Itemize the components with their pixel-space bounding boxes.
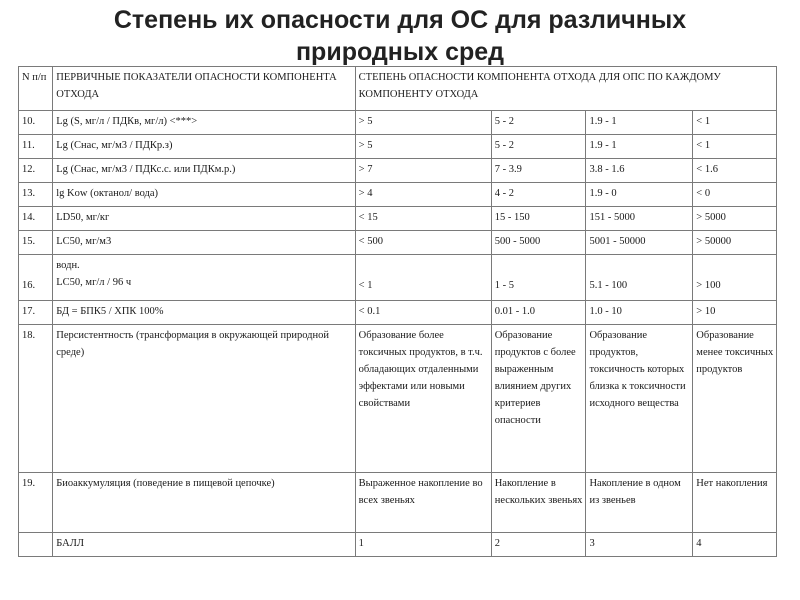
row-value-3: 1.9 - 1 xyxy=(586,111,693,135)
row-value-4 xyxy=(693,255,777,301)
table-header-row xyxy=(19,67,777,111)
page-title xyxy=(0,4,800,68)
score-row xyxy=(19,533,777,557)
row-num-text: 16. xyxy=(22,280,36,291)
row-indicator xyxy=(53,255,355,301)
row-value-3: 1.0 - 10 xyxy=(586,301,693,325)
row-value-1: > 7 xyxy=(355,159,491,183)
row-value-1: < 500 xyxy=(355,231,491,255)
row-num: 11. xyxy=(19,135,53,159)
row-num: 19. xyxy=(19,473,53,533)
row-indicator: Lg (S, мг/л / ПДКв, мг/л) <***> xyxy=(53,111,355,135)
table-row xyxy=(19,135,777,159)
row-indicator: БД = БПК5 / ХПК 100% xyxy=(53,301,355,325)
row-value-3: 1.9 - 1 xyxy=(586,135,693,159)
row-value-2: 4 - 2 xyxy=(491,183,586,207)
row-num: 10. xyxy=(19,111,53,135)
row-value-4: > 10 xyxy=(693,301,777,325)
row-value-1: > 5 xyxy=(355,111,491,135)
row-value-1: Образование более токсичных продуктов, в т.ч. обладающих отдаленными эффектами или новыми свойствами xyxy=(355,325,491,473)
row-value-2: 5 - 2 xyxy=(491,135,586,159)
row-value-text: 5.1 - 100 xyxy=(589,280,628,291)
page-title-line-2: природных сред xyxy=(295,38,505,66)
row-indicator: Lg (Снас, мг/м3 / ПДКс.с. или ПДКм.р.) xyxy=(53,159,355,183)
score-value-4: 4 xyxy=(693,533,777,557)
page-title-line-1: Степень их опасности для ОС для различных xyxy=(113,6,687,34)
row-value-3: 151 - 5000 xyxy=(586,207,693,231)
hazard-table xyxy=(18,66,777,557)
row-value-4: < 0 xyxy=(693,183,777,207)
row-indicator: Биоаккумуляция (поведение в пищевой цепочке) xyxy=(53,473,355,533)
row-value-1 xyxy=(355,255,491,301)
row-value-3: 5001 - 50000 xyxy=(586,231,693,255)
row-value-4: < 1.6 xyxy=(693,159,777,183)
row-value-2: 0.01 - 1.0 xyxy=(491,301,586,325)
table-row xyxy=(19,207,777,231)
row-value-1: < 0.1 xyxy=(355,301,491,325)
row-value-2: Образование продуктов с более выраженным влиянием других критериев опасности xyxy=(491,325,586,473)
row-indicator: Персистентность (трансформация в окружающей природной среде) xyxy=(53,325,355,473)
row-value-3 xyxy=(586,255,693,301)
row-value-4: Образование менее токсичных продуктов xyxy=(693,325,777,473)
table-row xyxy=(19,301,777,325)
row-value-2: 7 - 3.9 xyxy=(491,159,586,183)
row-value-2 xyxy=(491,255,586,301)
row-num: 13. xyxy=(19,183,53,207)
row-indicator: LD50, мг/кг xyxy=(53,207,355,231)
table-row xyxy=(19,159,777,183)
header-degree: СТЕПЕНЬ ОПАСНОСТИ КОМПОНЕНТА ОТХОДА ДЛЯ ОПС ПО КАЖДОМУ КОМПОНЕНТУ ОТХОДА xyxy=(355,67,776,111)
row-value-3: Образование продуктов, токсичность которых близка к токсичности исходного вещества xyxy=(586,325,693,473)
row-value-4: Нет накопления xyxy=(693,473,777,533)
row-value-2: Накопление в нескольких звеньях xyxy=(491,473,586,533)
row-num: 15. xyxy=(19,231,53,255)
table-row xyxy=(19,231,777,255)
row-value-4: < 1 xyxy=(693,111,777,135)
header-indicator: ПЕРВИЧНЫЕ ПОКАЗАТЕЛИ ОПАСНОСТИ КОМПОНЕНТА ОТХОДА xyxy=(53,67,355,111)
row-num: 17. xyxy=(19,301,53,325)
header-num: N п/п xyxy=(19,67,53,111)
row-value-4: > 5000 xyxy=(693,207,777,231)
row-indicator: Lg (Снас, мг/м3 / ПДКр.з) xyxy=(53,135,355,159)
row-value-1: Выраженное накопление во всех звеньях xyxy=(355,473,491,533)
table-row xyxy=(19,473,777,533)
row-indicator-line-2: LC50, мг/л / 96 ч xyxy=(56,277,132,288)
row-value-1: > 4 xyxy=(355,183,491,207)
table-row xyxy=(19,255,777,301)
score-label: БАЛЛ xyxy=(53,533,355,557)
row-value-text: 1 - 5 xyxy=(494,280,514,291)
row-num: 14. xyxy=(19,207,53,231)
row-value-3: Накопление в одном из звеньев xyxy=(586,473,693,533)
row-value-3: 3.8 - 1.6 xyxy=(586,159,693,183)
row-indicator: LC50, мг/м3 xyxy=(53,231,355,255)
row-value-2: 15 - 150 xyxy=(491,207,586,231)
row-indicator: lg Kow (октанол/ вода) xyxy=(53,183,355,207)
row-indicator-line-1: водн. xyxy=(56,260,80,271)
row-value-4: > 50000 xyxy=(693,231,777,255)
row-num: 18. xyxy=(19,325,53,473)
score-num xyxy=(19,533,53,557)
table-row xyxy=(19,111,777,135)
row-value-1: > 5 xyxy=(355,135,491,159)
row-value-text: > 100 xyxy=(696,280,721,291)
table-row xyxy=(19,183,777,207)
row-num: 12. xyxy=(19,159,53,183)
score-value-3: 3 xyxy=(586,533,693,557)
row-value-2: 500 - 5000 xyxy=(491,231,586,255)
table-row xyxy=(19,325,777,473)
row-value-3: 1.9 - 0 xyxy=(586,183,693,207)
row-value-1: < 15 xyxy=(355,207,491,231)
score-value-1: 1 xyxy=(355,533,491,557)
row-num xyxy=(19,255,53,301)
score-value-2: 2 xyxy=(491,533,586,557)
row-value-4: < 1 xyxy=(693,135,777,159)
row-value-2: 5 - 2 xyxy=(491,111,586,135)
row-value-text: < 1 xyxy=(358,280,373,291)
